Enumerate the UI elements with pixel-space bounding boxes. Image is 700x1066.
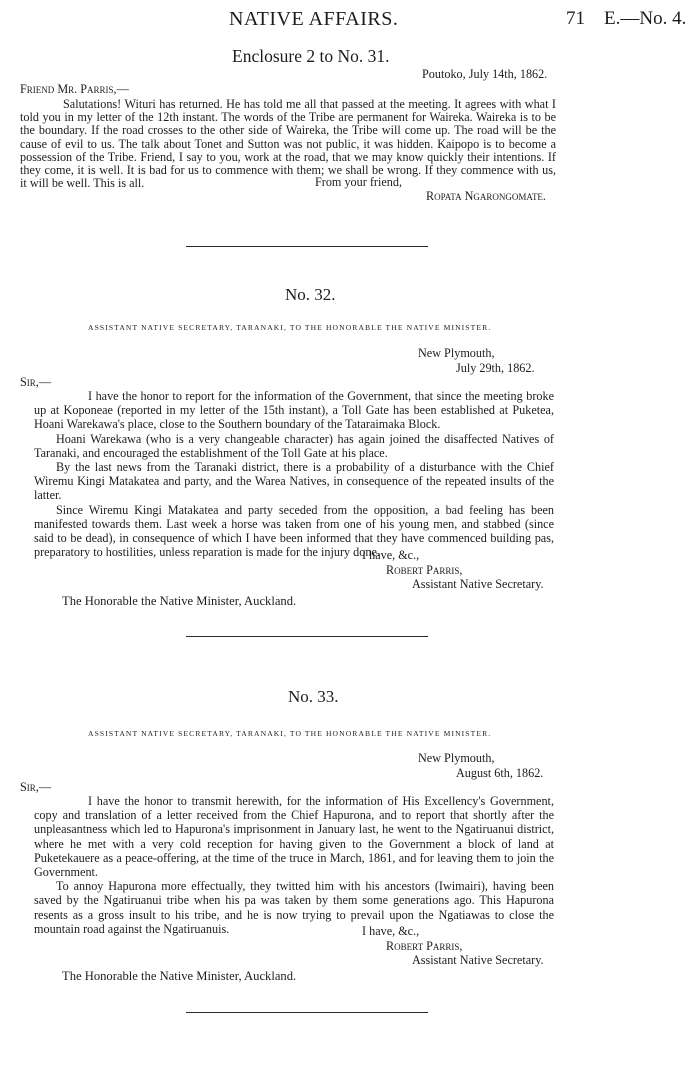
letter-33-paragraph: To annoy Hapurona more effectually, they twitted him with his ancestors (Iwimairi), having been saved by the Ngatiruanui tribe when his pa was taken by them some generations ago. This Hapurona resents as a gross insult to his tribe, and he is now trying to prevail upon the Ngatiawas to close the mountain road against the Ngatiruanuis. (34, 879, 554, 936)
letter-33-closing: I have, &c., (362, 924, 420, 938)
enclosure-title: Enclosure 2 to No. 31. (232, 46, 390, 66)
enclosure-signature: Ropata Ngarongomate. (426, 189, 546, 203)
letter-33-subheading: ASSISTANT NATIVE SECRETARY, TARANAKI, TO THE HONORABLE THE NATIVE MINISTER. (88, 729, 492, 738)
letter-33-body (34, 794, 554, 936)
letter-32-paragraph: I have the honor to report for the information of the Government, that since the meeting broke up at Koponeae (reported in my letter of the 15th instant), a Toll Gate has been established at Puketea, Hoani Warekawa's place, close to the Southern boundary of the Tataraimaka Block. (34, 389, 554, 432)
enclosure-body (20, 98, 556, 190)
letter-32-signature-title: Assistant Native Secretary. (412, 577, 544, 591)
letter-33-salutation: Sir,— (20, 780, 52, 794)
enclosure-closing: From your friend, (315, 175, 402, 189)
letter-33-paragraph: I have the honor to transmit herewith, for the information of His Excellency's Government, copy and translation of a letter received from the Chief Hapurona, and to report that shortly after the unpleasantness which led to Hapurona's imprisonment in January last, he went to the Ngatiruanui district, where he met with a very cold reception for having given to the Government a block of land at Puketekauere as a peace-offering, at the time of the truce in March, 1861, and for leaving them to join the Government. (34, 794, 554, 880)
letter-32-signature: Robert Parris, (386, 563, 463, 577)
letter-33-addressee: The Honorable the Native Minister, Auckland. (62, 969, 297, 983)
letter-32-title: No. 32. (285, 285, 336, 304)
letter-32-addressee: The Honorable the Native Minister, Auckland. (62, 594, 297, 608)
section-divider (186, 1012, 428, 1013)
letter-32-subheading: ASSISTANT NATIVE SECRETARY, TARANAKI, TO THE HONORABLE THE NATIVE MINISTER. (88, 323, 492, 332)
letter-32-place: New Plymouth, (418, 346, 495, 360)
letter-33-signature-title: Assistant Native Secretary. (412, 953, 544, 967)
letter-33-title: No. 33. (288, 687, 339, 706)
letter-32-paragraph: By the last news from the Taranaki district, there is a probability of a disturbance with the Chief Wiremu Kingi Matakatea and party, and the Warea Natives, in consequence of the repeated insults of the latter. (34, 460, 554, 503)
section-divider (186, 636, 428, 637)
enclosure-salutation: Friend Mr. Parris,— (20, 82, 129, 96)
letter-33-signature: Robert Parris, (386, 939, 463, 953)
letter-33-place: New Plymouth, (418, 751, 495, 765)
letter-32-paragraph: Since Wiremu Kingi Matakatea and party seceded from the opposition, a bad feeling has been manifested towards them. Last week a horse was taken from one of his young men, and stabbed (since said to be dead), in consequence of which I have been informed that they have commenced building pas, preparatory to hostilities, unless reparation is made for the injury done. (34, 502, 554, 560)
letter-33-date: August 6th, 1862. (456, 766, 544, 780)
letter-32-salutation: Sir,— (20, 375, 52, 389)
running-header-title: NATIVE AFFAIRS. (229, 8, 399, 30)
section-divider (186, 246, 428, 247)
letter-32-date: July 29th, 1862. (456, 361, 535, 375)
letter-32-paragraph: Hoani Warekawa (who is a very changeable character) has again joined the disaffected Natives of Taranaki, and encouraged the establishment of the Toll Gate at his place. (34, 431, 554, 460)
document-reference: E.—No. 4. (604, 8, 687, 29)
enclosure-paragraph: Salutations! Wituri has returned. He has told me all that passed at the meeting. It agrees with what I told you in my letter of the 12th instant. The words of the Tribe are permanent for Waireka. Waireka is to be the boundary. If the road crosses to the other side of Waireka, the Tribe will come up. The road will be the cause of evil to us. The talk about Tonet and Sutton was not public, it was hidden. Kaipopo is to become a possession of the Tribe. Friend, I say to you, work at the road, that we may know quickly their intentions. If they come, it is well. It is bad for us to commence with them; we shall be wrong. If they commence with us, it will be well. This is all. (20, 97, 556, 191)
letter-32-closing: I have, &c., (362, 548, 420, 562)
page-number: 71 (566, 8, 585, 29)
letter-32-body (34, 389, 554, 559)
enclosure-dateline: Poutoko, July 14th, 1862. (422, 67, 548, 81)
